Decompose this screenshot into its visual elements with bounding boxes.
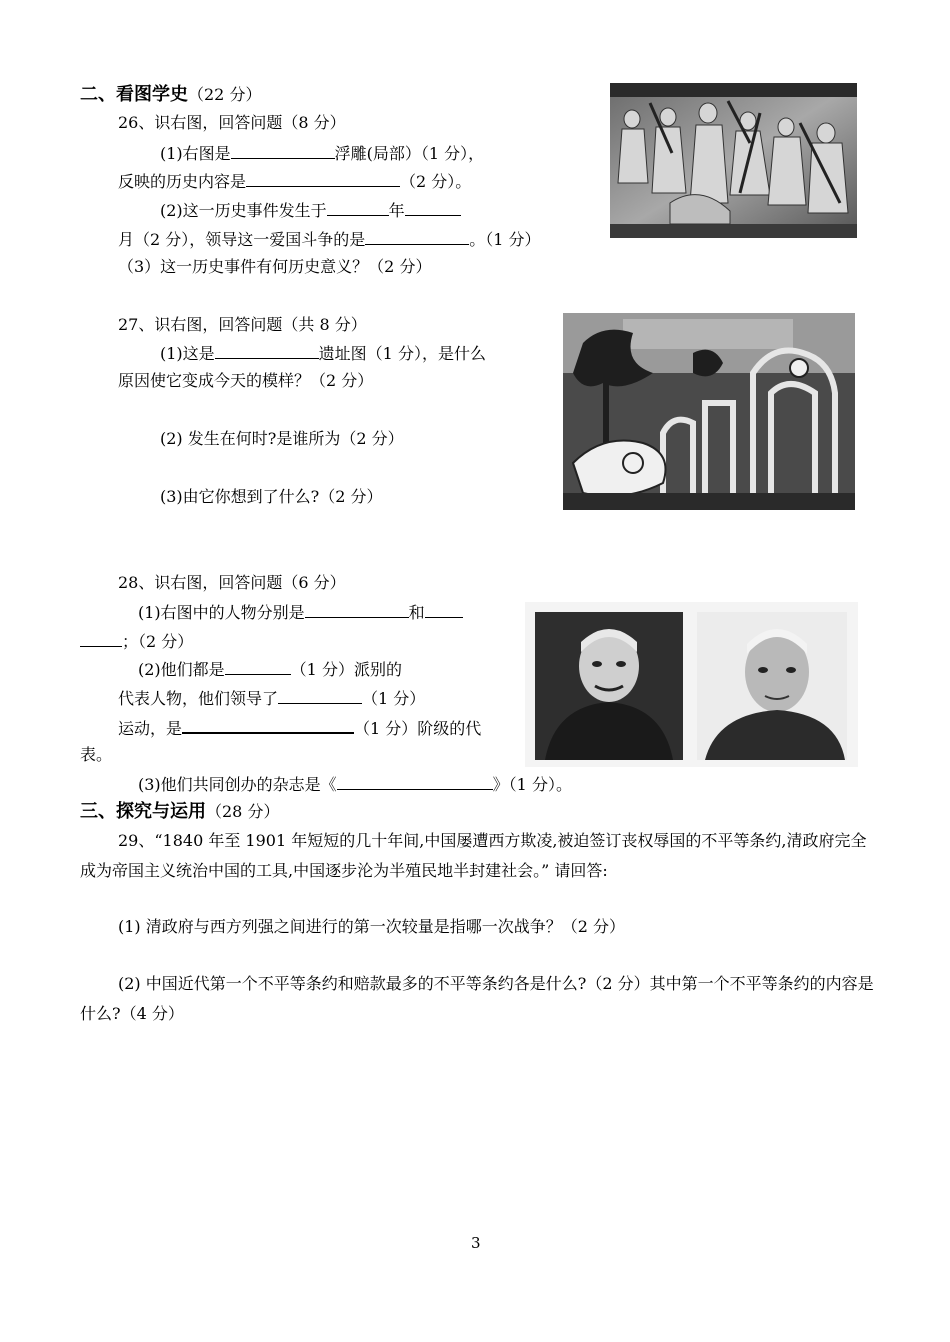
q26-line3-text-b: 年: [388, 201, 405, 220]
q26-line1: [160, 142, 484, 165]
q28-line7-text: (3)他们共同创办的杂志是《: [138, 775, 337, 794]
q28-line6: 表。: [80, 745, 113, 764]
section-score: （28 分）: [206, 802, 280, 821]
blank-class[interactable]: [182, 716, 354, 734]
q27-line3: (2) 发生在何时?是谁所为（2 分）: [160, 429, 404, 448]
q28-line3-text-b: （1 分）派别的: [290, 660, 402, 679]
q26-line2-text-b: （2 分）。: [400, 172, 472, 191]
q28-line4: [118, 687, 425, 710]
blank-leader[interactable]: [365, 228, 469, 245]
q27-line1-text-b: 遗址图（1 分），是什么: [318, 344, 486, 363]
q28-line1-text-b: 和: [408, 603, 425, 622]
q27-line2: 原因使它变成今天的模样？（2 分）: [118, 371, 374, 390]
blank-person-2-end[interactable]: [80, 630, 122, 647]
ruins-image: [563, 313, 855, 510]
q26-line3: [160, 199, 461, 222]
blank-person-1[interactable]: [305, 601, 409, 618]
blank-month[interactable]: [405, 199, 461, 216]
blank-history-content[interactable]: [246, 170, 400, 187]
section-heading-2: [80, 84, 261, 106]
section-title: 二、看图学史: [80, 84, 188, 105]
q28-line4-text-b: （1 分）: [362, 689, 426, 708]
q26-line5: （3）这一历史事件有何历史意义？（2 分）: [118, 257, 432, 276]
q28-line5-text: 运动，是: [118, 719, 183, 738]
relief-sculpture-drawing: [610, 83, 857, 238]
q27-line1-text: (1)这是: [160, 344, 215, 363]
q26-line2: [118, 170, 471, 193]
q26-line3-text: (2)这一历史事件发生于: [160, 201, 327, 220]
q26-line2-text: 反映的历史内容是: [118, 172, 247, 191]
q28-line7-text-b: 》（1 分）。: [492, 775, 572, 794]
blank-faction[interactable]: [225, 658, 291, 675]
q29-intro: 29、“1840 年至 1901 年短短的几十年间,中国屡遭西方欺凌,被迫签订丧权辱国的不平等条约,清政府完全成为帝国主义统治中国的工具,中国逐步沦为半殖民地半封建社会。” 请回答:: [80, 831, 867, 880]
page-number: 3: [471, 1234, 481, 1252]
q28-title: 28、识右图，回答问题（6 分）: [118, 573, 346, 592]
q27-line4: (3)由它你想到了什么?（2 分）: [160, 487, 383, 506]
q28-line5-text-b: （1 分）阶级的代: [354, 719, 482, 738]
ruins-drawing: [563, 313, 855, 510]
blank-movement[interactable]: [278, 687, 362, 704]
portraits-image: [525, 602, 858, 767]
q28-line2-text: ；（2 分）: [122, 632, 194, 651]
q28-line7: [138, 773, 572, 796]
q27-line1: [160, 342, 486, 365]
q26-line1-text: (1)右图是: [160, 144, 231, 163]
blank-person-2-start[interactable]: [425, 601, 463, 618]
q28-line5: [118, 716, 481, 740]
portrait-left: [535, 612, 683, 760]
portrait-right: [697, 612, 847, 760]
portraits-drawing: [525, 602, 858, 767]
relief-sculpture-image: [610, 83, 857, 238]
q26-line4-text: 月（2 分），领导这一爱国斗争的是: [118, 230, 366, 249]
q29-question-1: (1) 清政府与西方列强之间进行的第一次较量是指哪一次战争？（2 分）: [118, 917, 626, 936]
blank-magazine[interactable]: [337, 773, 493, 790]
section-score: （22 分）: [188, 85, 262, 104]
q28-line1-text: (1)右图中的人物分别是: [138, 603, 305, 622]
q26-title: 26、识右图，回答问题（8 分）: [118, 113, 346, 132]
blank-relief-name[interactable]: [231, 142, 335, 159]
q28-line4-text: 代表人物，他们领导了: [118, 689, 279, 708]
q26-line1-text-b: 浮雕(局部）（1 分），: [334, 144, 485, 163]
section-heading-3: [80, 801, 279, 823]
q26-line4: [118, 228, 541, 251]
q29-question-2: (2) 中国近代第一个不平等条约和赔款最多的不平等条约各是什么?（2 分）其中第一个不平等条约的内容是什么?（4 分）: [80, 974, 874, 1023]
q26-line4-text-b: 。（1 分）: [469, 230, 541, 249]
q27-title: 27、识右图，回答问题（共 8 分）: [118, 315, 367, 334]
q28-line3: [138, 658, 402, 681]
q28-line3-text: (2)他们都是: [138, 660, 225, 679]
blank-year[interactable]: [327, 199, 389, 216]
q28-line2: [80, 630, 193, 653]
q28-line1: [138, 601, 463, 624]
section-title: 三、探究与运用: [80, 801, 206, 822]
blank-ruins-name[interactable]: [215, 342, 319, 359]
